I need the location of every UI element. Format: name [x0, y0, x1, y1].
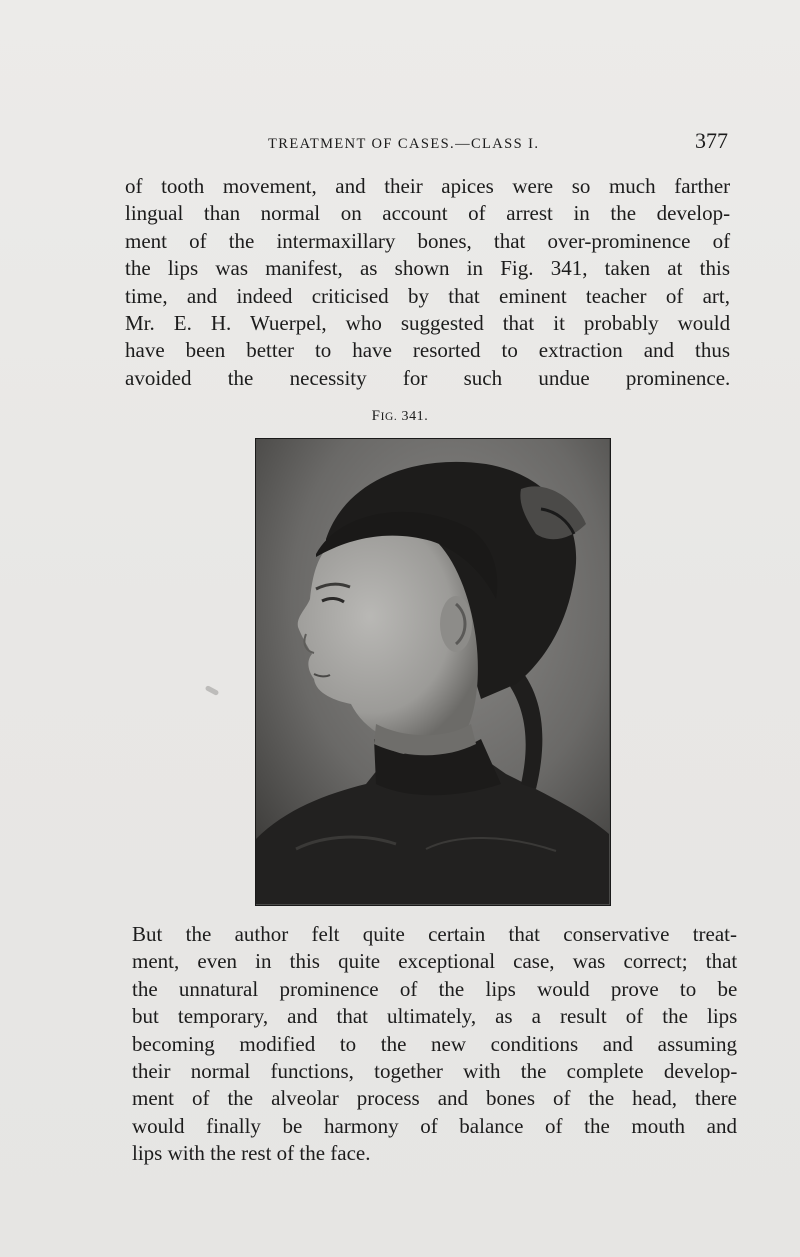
page-number: 377	[695, 128, 728, 153]
text-line: avoided the necessity for such undue prominence.	[125, 365, 731, 390]
portrait-photograph	[255, 438, 611, 906]
text-line: but temporary, and that ultimately, as a result of the lips	[132, 1004, 738, 1029]
text-line: the lips was manifest, as shown in Fig. 341, taken at this	[125, 256, 730, 281]
text-line: ment of the alveolar process and bones of the head, there	[132, 1086, 737, 1111]
paragraph-1	[125, 173, 730, 392]
text-line: would finally be harmony of balance of the mouth and	[132, 1113, 737, 1138]
text-line: lips with the rest of the face.	[132, 1141, 371, 1166]
text-line: But the author felt quite certain that conservative treat-	[132, 922, 737, 946]
text-line: of tooth movement, and their apices were so much farther	[125, 174, 731, 198]
running-title: TREATMENT OF CASES.—CLASS I.	[268, 136, 540, 152]
text-line: becoming modified to the new conditions and assuming	[132, 1031, 737, 1056]
caption-initial: F	[371, 408, 381, 424]
text-line: ment, even in this quite exceptional case, was correct; that	[132, 949, 738, 974]
running-head	[126, 128, 730, 158]
text-line: ment of the intermaxillary bones, that over-prominence of	[125, 228, 731, 253]
text-line: the unnatural prominence of the lips would prove to be	[132, 976, 738, 1001]
portrait-illustration	[256, 439, 609, 904]
paper-smudge	[205, 685, 220, 696]
text-line: Mr. E. H. Wuerpel, who suggested that it probably would	[125, 311, 731, 336]
text-line: time, and indeed criticised by that eminent teacher of art,	[125, 283, 730, 308]
figure-caption	[0, 408, 800, 425]
paragraph-2	[132, 921, 737, 1168]
caption-number: 341.	[401, 409, 429, 424]
text-line: lingual than normal on account of arrest in the develop-	[125, 201, 731, 226]
text-line: their normal functions, together with the complete develop-	[132, 1059, 738, 1084]
text-line: have been better to have resorted to extraction and thus	[125, 338, 730, 363]
caption-rest: IG.	[380, 411, 398, 423]
